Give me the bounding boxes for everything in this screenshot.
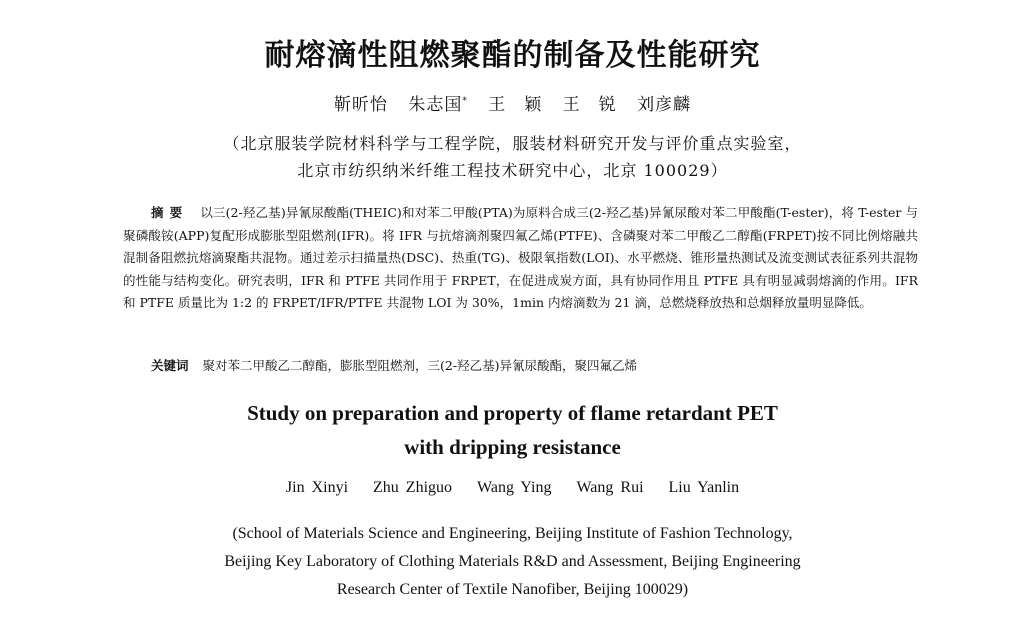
keywords-label: 关键词 xyxy=(151,358,189,373)
abstract-label: 摘要 xyxy=(151,205,189,220)
abstract-text: 以三(2-羟乙基)异氰尿酸酯(THEIC)和对苯二甲酸(PTA)为原料合成三(2-羟乙基)异氰尿酸对苯二甲酸酯(T-ester)，将 T-ester 与聚磷酸铵(APP)复配形成膨胀型阻燃剂(IFR)。将 IFR 与抗熔滴剂聚四氟乙烯(PTFE)、含磷聚对苯二甲酸乙二醇酯(FRPET)按不同比例熔融共混制备阻燃抗熔滴聚酯共混物。通过差示扫描量热(DSC)、热重(TG)、极限氧指数(LOI)、水平燃烧、锥形量热测试及流变测试表征系列共混物的性能与结构变化。研究表明，IFR 和 PTFE 共同作用于 FRPET，在促进成炭方面，具有协同作用且 PTFE 具有明显减弱熔滴的作用。IFR 和 PTFE 质量比为 1:2 的 FRPET/IFR/PTFE 共混物 LOI 为 30%，1min 内熔滴数为 21 滴，总燃烧释放热和总烟释放量明显降低。 xyxy=(123,205,918,311)
chinese-author: 朱志国* xyxy=(408,95,468,115)
chinese-title: 耐熔滴性阻燃聚酯的制备及性能研究 xyxy=(264,38,761,73)
english-author: Wang Rui xyxy=(576,479,644,496)
chinese-affiliation-line-2: 北京市纺织纳米纤维工程技术研究中心，北京 100029） xyxy=(297,161,728,180)
english-author-list xyxy=(0,479,1025,497)
english-title-line-2: with dripping resistance xyxy=(404,435,621,459)
english-affiliation-line-3: Research Center of Textile Nanofiber, Beijing 100029) xyxy=(336,581,689,598)
corresponding-author-mark: * xyxy=(462,96,468,107)
english-affiliation-line-1: (School of Materials Science and Engineering, Beijing Institute of Fashion Technology, xyxy=(232,525,793,542)
english-author: Zhu Zhiguo xyxy=(373,479,453,496)
english-author: Wang Ying xyxy=(477,479,552,496)
chinese-keywords xyxy=(151,356,921,374)
english-author: Jin Xinyi xyxy=(285,479,349,496)
chinese-affiliation-line-1: （北京服装学院材料科学与工程学院，服装材料研究开发与评价重点实验室， xyxy=(223,134,802,153)
chinese-author: 刘彦麟 xyxy=(637,95,692,115)
chinese-author: 靳昕怡 xyxy=(333,95,388,115)
english-affiliation-line-2: Beijing Key Laboratory of Clothing Materials R&D and Assessment, Beijing Engineering xyxy=(224,553,801,570)
chinese-author: 王 颖 xyxy=(488,95,543,115)
chinese-abstract xyxy=(123,202,918,315)
english-author: Liu Yanlin xyxy=(668,479,740,496)
chinese-author: 王 锐 xyxy=(562,95,617,115)
english-title-line-1: Study on preparation and property of flame retardant PET xyxy=(247,401,778,425)
chinese-author-list xyxy=(0,90,1025,115)
keywords-text: 聚对苯二甲酸乙二醇酯，膨胀型阻燃剂，三(2-羟乙基)异氰尿酸酯，聚四氟乙烯 xyxy=(202,358,637,373)
